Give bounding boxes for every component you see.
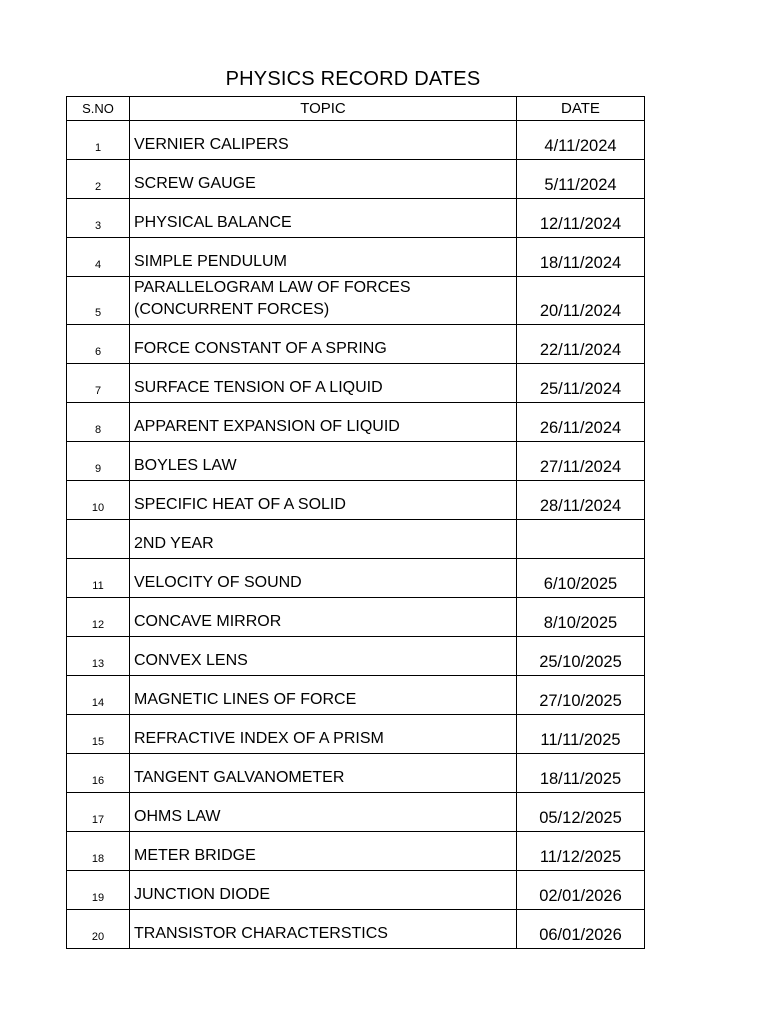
row-date: 4/11/2024 (517, 121, 645, 160)
row-sno: 10 (67, 481, 130, 520)
row-date: 25/11/2024 (517, 364, 645, 403)
row-sno: 18 (67, 832, 130, 871)
row-topic: PHYSICAL BALANCE (130, 199, 517, 238)
row-date: 25/10/2025 (517, 637, 645, 676)
row-sno: 7 (67, 364, 130, 403)
table-row (67, 910, 645, 949)
row-date: 11/11/2025 (517, 715, 645, 754)
table-row (67, 832, 645, 871)
table-row (67, 754, 645, 793)
row-topic: VELOCITY OF SOUND (130, 559, 517, 598)
row-date: 06/01/2026 (517, 910, 645, 949)
row-sno: 17 (67, 793, 130, 832)
table-row (67, 481, 645, 520)
table-row (67, 793, 645, 832)
row-topic: APPARENT EXPANSION OF LIQUID (130, 403, 517, 442)
row-date: 18/11/2025 (517, 754, 645, 793)
row-topic (130, 277, 517, 325)
table-row (67, 598, 645, 637)
row-topic: OHMS LAW (130, 793, 517, 832)
row-date: 5/11/2024 (517, 160, 645, 199)
row-topic: METER BRIDGE (130, 832, 517, 871)
row-topic: MAGNETIC LINES OF FORCE (130, 676, 517, 715)
row-date: 18/11/2024 (517, 238, 645, 277)
table-row (67, 277, 645, 325)
row-date: 05/12/2025 (517, 793, 645, 832)
row-topic: SCREW GAUGE (130, 160, 517, 199)
table-row (67, 121, 645, 160)
row-date: 6/10/2025 (517, 559, 645, 598)
table-row (67, 637, 645, 676)
row-sno: 16 (67, 754, 130, 793)
record-dates-table (66, 96, 645, 949)
table-row (67, 715, 645, 754)
row-sno: 15 (67, 715, 130, 754)
row-date: 8/10/2025 (517, 598, 645, 637)
section-label: 2ND YEAR (130, 520, 517, 559)
row-sno: 14 (67, 676, 130, 715)
row-date: 27/10/2025 (517, 676, 645, 715)
row-sno: 1 (67, 121, 130, 160)
table-row (67, 676, 645, 715)
table-header-row (67, 97, 645, 121)
row-sno: 9 (67, 442, 130, 481)
row-topic: FORCE CONSTANT OF A SPRING (130, 325, 517, 364)
table-row (67, 403, 645, 442)
row-topic: CONVEX LENS (130, 637, 517, 676)
row-sno: 13 (67, 637, 130, 676)
row-topic: VERNIER CALIPERS (130, 121, 517, 160)
table-row (67, 442, 645, 481)
row-topic-line1: PARALLELOGRAM LAW OF FORCES (134, 279, 411, 296)
table-row (67, 238, 645, 277)
row-sno: 3 (67, 199, 130, 238)
row-date: 27/11/2024 (517, 442, 645, 481)
row-topic: TRANSISTOR CHARACTERSTICS (130, 910, 517, 949)
row-date: 22/11/2024 (517, 325, 645, 364)
row-topic: JUNCTION DIODE (130, 871, 517, 910)
row-sno: 12 (67, 598, 130, 637)
row-date: 02/01/2026 (517, 871, 645, 910)
section-row-2nd-year (67, 520, 645, 559)
row-topic: REFRACTIVE INDEX OF A PRISM (130, 715, 517, 754)
row-date: 11/12/2025 (517, 832, 645, 871)
row-date: 26/11/2024 (517, 403, 645, 442)
table-row (67, 871, 645, 910)
table-row (67, 160, 645, 199)
row-sno: 20 (67, 910, 130, 949)
table-row (67, 325, 645, 364)
row-topic: TANGENT GALVANOMETER (130, 754, 517, 793)
row-sno (67, 520, 130, 559)
row-sno: 8 (67, 403, 130, 442)
row-topic: CONCAVE MIRROR (130, 598, 517, 637)
table-row (67, 199, 645, 238)
row-date: 20/11/2024 (517, 277, 645, 325)
row-topic: SURFACE TENSION OF A LIQUID (130, 364, 517, 403)
row-topic: SPECIFIC HEAT OF A SOLID (130, 481, 517, 520)
header-date: DATE (517, 97, 645, 121)
row-topic-line2: (CONCURRENT FORCES) (134, 301, 330, 318)
row-topic: BOYLES LAW (130, 442, 517, 481)
row-sno: 4 (67, 238, 130, 277)
row-sno: 2 (67, 160, 130, 199)
row-sno: 5 (67, 277, 130, 325)
row-topic: SIMPLE PENDULUM (130, 238, 517, 277)
table-row (67, 364, 645, 403)
table-row (67, 559, 645, 598)
header-sno: S.NO (67, 97, 130, 121)
header-topic: TOPIC (130, 97, 517, 121)
row-sno: 6 (67, 325, 130, 364)
page-title: PHYSICS RECORD DATES (225, 68, 481, 90)
row-date (517, 520, 645, 559)
row-date: 28/11/2024 (517, 481, 645, 520)
row-sno: 11 (67, 559, 130, 598)
row-sno: 19 (67, 871, 130, 910)
row-date: 12/11/2024 (517, 199, 645, 238)
